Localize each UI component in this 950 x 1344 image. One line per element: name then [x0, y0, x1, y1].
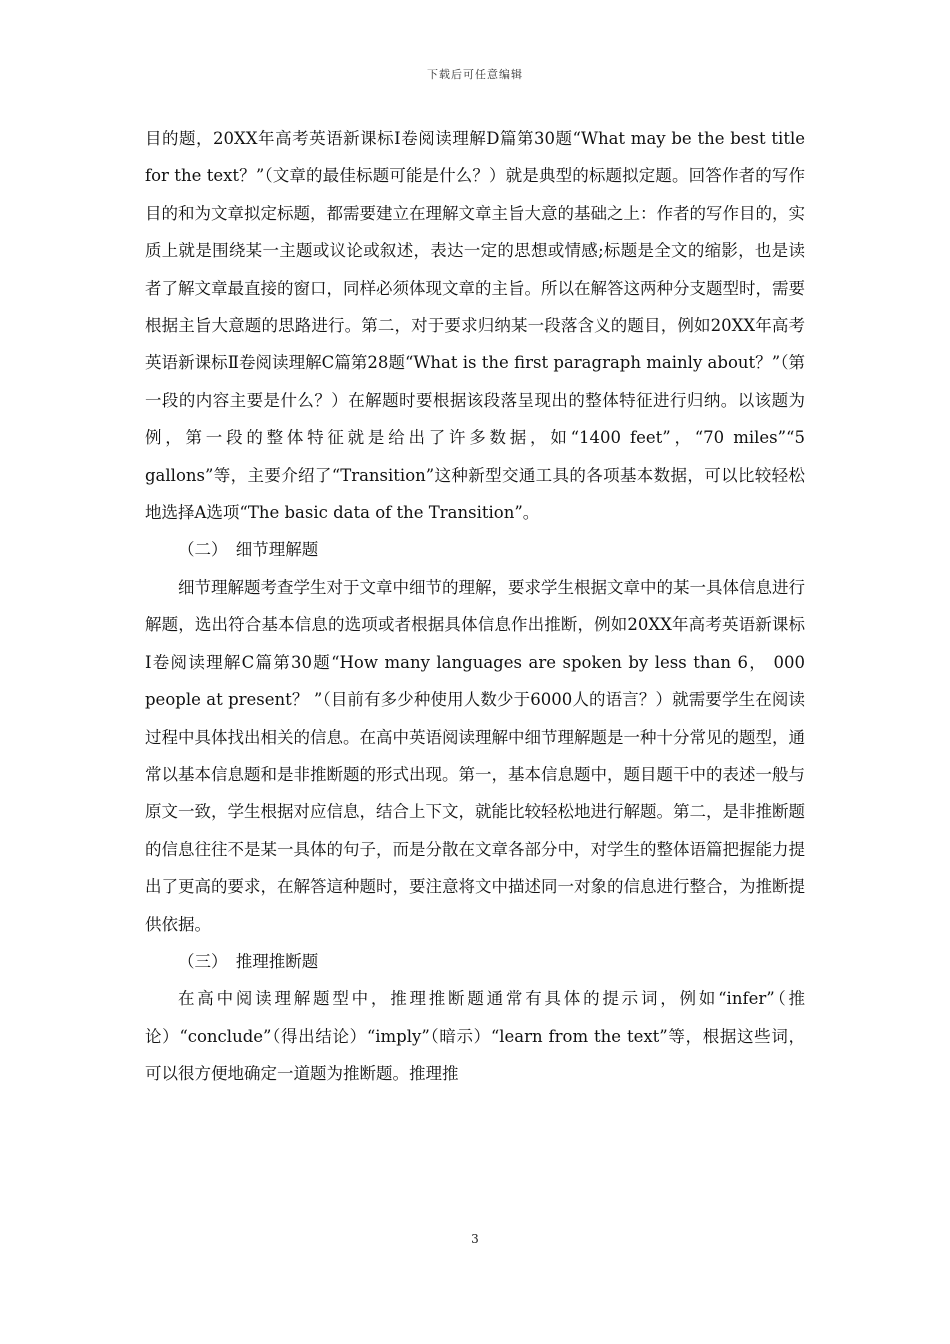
paragraph-continuation: 目的题，20XX年高考英语新课标Ⅰ卷阅读理解D篇第30题“What may be the best title for the text？”（文章的最佳标题可能是什么？）就是典型的标题拟定题。回答作者的写作目的和为文章拟定标题，都需要建立在理解文章主旨大意的基础之上：作者的写作目的，实质上就是围绕某一主题或议论或叙述，表达一定的思想或情感;标题是全文的缩影，也是读者了解文章最直接的窗口，同样必须体现文章的主旨。所以在解答这两种分支题型时，需要根据主旨大意题的思路进行。第二，对于要求归纳某一段落含义的题目，例如20XX年高考英语新课标Ⅱ卷阅读理解C篇第28题“What is the first paragraph mainly about？”（第一段的内容主要是什么？）在解题时要根据该段落呈现出的整体特征进行归纳。以该题为例，第一段的整体特征就是给出了许多数据，如“1400 feet”，“70 miles”“5 gallons”等，主要介绍了“Transition”这种新型交通工具的各项基本数据，可以比较轻松地选择A选项“The basic data of the Transition”。 — [145, 129, 805, 523]
paragraph-detail: 细节理解题考查学生对于文章中细节的理解，要求学生根据文章中的某一具体信息进行解题，选出符合基本信息的选项或者根据具体信息作出推断，例如20XX年高考英语新课标Ⅰ卷阅读理解C篇第30题“How many languages are spoken by less than 6， 000 people at present？ ”（目前有多少种使用人数少于6000人的语言？）就需要学生在阅读过程中具体找出相关的信息。在高中英语阅读理解中细节理解题是一种十分常见的题型，通常以基本信息题和是非推断题的形式出现。第一，基本信息题中，题目题干中的表述一般与原文一致，学生根据对应信息，结合上下文，就能比较轻松地进行解题。第二，是非推断题的信息往往不是某一具体的句子，而是分散在文章各部分中，对学生的整体语篇把握能力提出了更高的要求，在解答這种题时，要注意将文中描述同一对象的信息进行整合，为推断提供依据。 — [145, 577, 805, 934]
section-heading-inference: （三） 推理推断题 — [178, 951, 319, 971]
section-heading-detail: （二） 细节理解题 — [178, 540, 319, 560]
page-number: 3 — [471, 1232, 479, 1246]
document-body — [145, 120, 805, 1093]
paragraph-inference: 在高中阅读理解题型中，推理推断题通常有具体的提示词，例如“infer”（推论）“conclude”（得出结论）“imply”（暗示）“learn from the text”等，根据这些词，可以很方便地确定一道题为推断题。推理推 — [145, 989, 805, 1084]
page-header: 下载后可任意编辑 — [427, 68, 523, 81]
